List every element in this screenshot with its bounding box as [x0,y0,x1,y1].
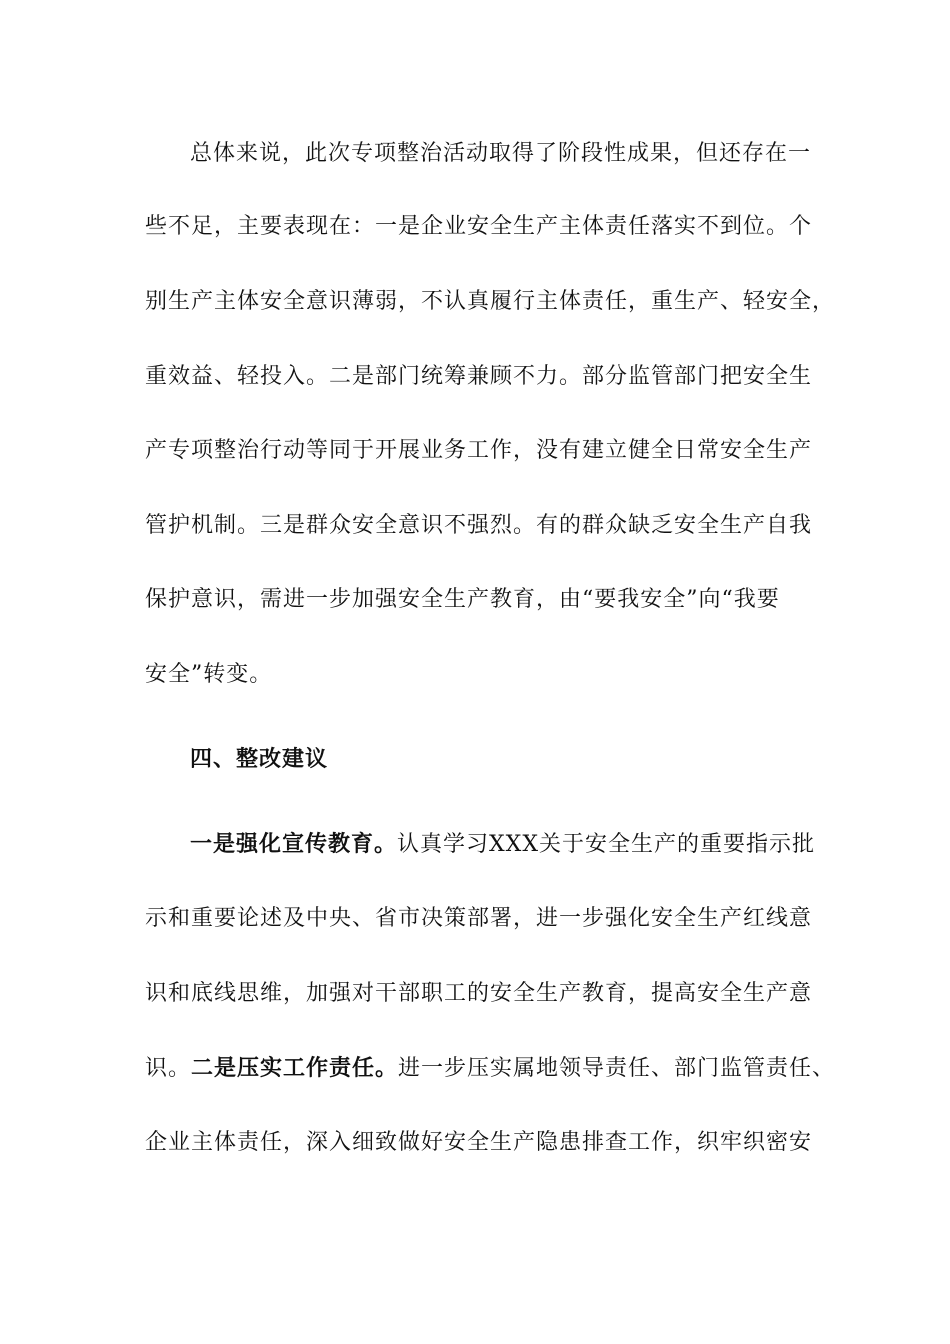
paragraph-line [145,1052,836,1085]
paragraph-line: 管护机制。三是群众安全意识不强烈。有的群众缺乏安全生产自我 [145,513,813,538]
bold-lead-phrase: 一是强化宣传教育。 [190,831,398,857]
bold-lead-phrase: 二是压实工作责任。 [191,1055,399,1081]
paragraph-line: 安全”转变。 [145,662,273,687]
paragraph-line: 些不足，主要表现在：一是企业安全生产主体责任落实不到位。个 [145,214,813,239]
paragraph-line [190,828,870,861]
paragraph-text: 认真学习XXX关于安全生产的重要指示批 [397,832,816,857]
section-heading: 四、整改建议 [190,746,329,772]
paragraph-line: 总体来说，此次专项整治活动取得了阶段性成果，但还存在一 [190,141,812,166]
paragraph-line: 识和底线思维，加强对干部职工的安全生产教育，提高安全生产意 [145,981,813,1006]
paragraph-line: 别生产主体安全意识薄弱，不认真履行主体责任，重生产、轻安全， [145,289,836,314]
paragraph-text: 进一步压实属地领导责任、部门监管责任、 [398,1056,836,1081]
paragraph-line: 重效益、轻投入。二是部门统筹兼顾不力。部分监管部门把安全生 [145,364,813,389]
paragraph-line: 产专项整治行动等同于开展业务工作，没有建立健全日常安全生产 [145,438,813,463]
paragraph-line: 示和重要论述及中央、省市决策部署，进一步强化安全生产红线意 [145,906,813,931]
paragraph-line: 保护意识，需进一步加强安全生产教育，由“要我安全”向“我要 [145,587,780,612]
paragraph-line: 企业主体责任，深入细致做好安全生产隐患排查工作，织牢织密安 [145,1130,813,1155]
paragraph-text: 识。 [145,1056,192,1081]
